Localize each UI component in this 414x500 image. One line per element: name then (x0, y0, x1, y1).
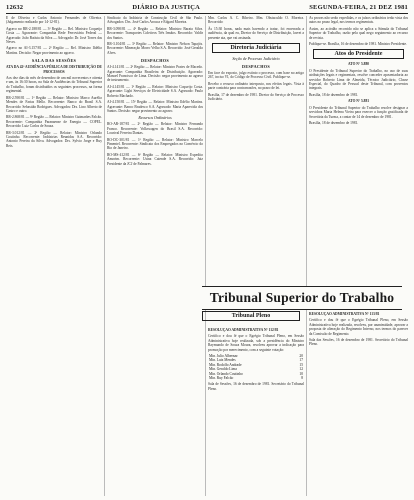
paragraph: O Presidente do Tribunal Superior do Trabalho resolve designar a servidora Marta Helena Vieira para exercer a função gratificada de Secretária da Turma, a contar de 14 de dezembro de 1981. (309, 105, 408, 119)
act-number: ATO Nº 5.880 (347, 62, 370, 67)
paragraph: Aos dez dias do mês de dezembro de um mil novecentos e oitenta e um, às 16:30 horas, na Sala de Audiências do Tribunal Superior do Trabalho, foram distribuídos os seguintes processos, na forma regimental. (6, 76, 102, 94)
paragraph: Certifico e dou fé que o Egrégio Tribunal Pleno, em Sessão Administrativa hoje realizada, sob a presidência do Ministro Raymundo de Souza Moura, resolveu aprovar a indicação para promoção por merecimento, com a seguinte votação: (208, 334, 304, 352)
section-heading: SALA DAS SESSÕES (31, 58, 77, 64)
vote-count: 10 (299, 371, 303, 376)
paragraph: Brasília, 18 de dezembro de 1981. (309, 92, 359, 97)
column-4-lower (309, 312, 408, 496)
paragraph: Certifico e dou fé que o Egrégio Tribunal Pleno, em Sessão Administrativa hoje realizada, resolveu, por unanimidade, aprovar a proposta de alteração do Regimento Interno, nos termos do parecer da Comissão de Regimento. (309, 318, 408, 336)
paragraph: RO-DC-301/81 — 1ª Região — Relator: Ministro Marcelo Pimentel. Recorrente: Sindicato dos Empregados no Comércio do Rio de Janeiro. (107, 137, 203, 151)
section-heading: DESPACHOS (242, 64, 270, 70)
journal-title: DIÁRIO DA JUSTIÇA (132, 4, 201, 11)
page-number: 12632 (6, 4, 24, 11)
paragraph: Sindicato da Indústria de Construção Civil de São Paulo. Advogados: Drs. José Carlos Arouca e Edgard Moreira. (107, 16, 203, 25)
paragraph: Sala das Sessões, 16 de dezembro de 1981. Secretário do Tribunal Pleno. (309, 338, 408, 347)
vote-name: Min. Geraldo Lima (209, 367, 237, 372)
vote-count: 8 (301, 376, 303, 381)
issue-date: SEGUNDA-FEIRA, 21 DEZ 1981 (309, 4, 408, 11)
column-1 (6, 16, 102, 496)
court-banner: Tribunal Superior do Trabalho (202, 286, 402, 310)
vote-name: Min. Luiz Mendes (209, 358, 236, 363)
paragraph: Sala de Sessões, 16 de dezembro de 1981. Secretário do Tribunal Pleno. (208, 382, 304, 391)
paragraph: Às provas não serão expedidas, e os juízos ordinários terão vista dos autos no prazo legal, nos termos regimentais. (309, 16, 408, 25)
paragraph: RR-2.590/81 — 1ª Região — Relator: Ministro Marco Aurélio Mendes de Farias Mello. Recorrente: Banco do Brasil S.A. Recorrido: Sebastião Rodrigues. Advogados: Drs. Lino Alberto de Castro e outro. (6, 95, 102, 113)
paragraph: Recebo o recurso ordinário interposto, nos efeitos legais. Vista à parte contrária para contrarrazões, no prazo de lei. (208, 81, 304, 91)
paragraph: RO-AR-187/81 — 2ª Região — Relator: Ministro Fernando Franco. Recorrente: Volkswagen do Brasil S.A. Recorrido: Lourival Ferreira Dantas. (107, 122, 203, 136)
vote-name: Min. Orlando Coutinho (209, 371, 243, 376)
column-3 (208, 16, 304, 276)
subsection-heading: Recursos Ordinários (138, 115, 172, 121)
paragraph: AI-4.150/81 — 15ª Região — Relator: Ministro Ildélio Martins. Agravante: Banco Bradesco S.A. Agravado: Maria Aparecida dos Santos. Decisão: negar provimento ao agravo. (107, 100, 203, 113)
paragraph: RR-2.868/81 — 9ª Região — Relator: Ministro Guimarães Falcão. Recorrente: Companhia Paranaense de Energia — COPEL. Recorrido: Luiz Carlos de Souza. (6, 115, 102, 129)
act-number: ATO Nº 5.881 (347, 99, 370, 104)
column-4 (309, 16, 408, 276)
vote-count: 20 (299, 354, 303, 359)
court-banner-subtitle: Tribunal Pleno (202, 311, 300, 321)
paragraph: Mm. Carlos A. C. Ribeiro. Mm. Obstaculdo O. Moreira. Recorrido: (208, 16, 304, 25)
paragraph: RR-3.104/81 — 3ª Região — Relator: Ministro Nelson Tapajós. Recorrente: Mineração Morro Velho S.A. Recorrido: José Geraldo Alves. (107, 42, 203, 55)
paragraph: O Presidente do Tribunal Superior do Trabalho, no uso de suas atribuições legais e regimentais, resolve conceder aposentadoria ao servidor Roberto Lima de Almeida, Técnico Judiciário, Classe Especial, do Quadro de Pessoal deste Tribunal, com proventos integrais. (309, 68, 408, 91)
paragraph: Agravo no AI-3.157/81 — 2ª Região — Rel. Ministro Ildélio Martins. Decisão: Negar provimento ao agravo. (6, 46, 102, 55)
running-head (6, 4, 408, 14)
minutes-title: ATA DA 42ª AUDIÊNCIA PÚBLICA DE DISTRIBUIÇÃO DE PROCESSOS (6, 65, 102, 74)
vote-count: 15 (299, 362, 303, 367)
paragraph: Brasília, 17 de dezembro de 1981. Diretor do Serviço de Processo Judiciário. (208, 92, 304, 102)
column-3-lower (208, 328, 304, 496)
paragraph: Publique-se. Brasília, 16 de dezembro de 1981. Ministro Presidente. (309, 42, 408, 47)
vote-name: Min. Ruy Falcão (209, 376, 234, 381)
column-2 (107, 16, 203, 496)
vote-table (208, 354, 304, 380)
vote-count: 12 (299, 367, 303, 372)
paragraph: Em face do exposto, julgo extinto o processo, com base no artigo 267, inciso VI, do Código de Processo Civil. Publique-se. (208, 71, 304, 80)
paragraph: RO-MS-412/81 — 6ª Região — Relator: Ministro Expedito Amorim. Recorrente: Usina Catende S.A. Recorrido: Juiz Presidente da JCJ de Palmares. (107, 152, 203, 166)
resolution-title: RESOLUÇÃO ADMINISTRATIVA Nº 113/81 (309, 312, 380, 316)
section-heading: DESPACHOS (141, 58, 169, 64)
subsection-heading: Seção de Processo Judiciário (232, 56, 280, 62)
paragraph: Brasília, 18 de dezembro de 1981. (309, 120, 359, 125)
vote-name: Min. Julio Albernaz (209, 354, 238, 359)
vote-count: 17 (299, 358, 303, 363)
vote-row (208, 376, 304, 380)
paragraph: AI-4.145/81 — 1ª Região — Relator: Ministro Coqueijo Costa. Agravante: Light Serviços de Eletricidade S.A. Agravado: Paulo Roberto Machado. (107, 84, 203, 98)
paragraph: Às 15:30 horas, nada mais havendo a tratar, foi encerrada a audiência, da qual eu, Diretor do Serviço de Distribuição, lavrei a presente ata, que vai assinada. (208, 26, 304, 40)
resolution-title: RESOLUÇÃO ADMINISTRATIVA Nº 112/81 (208, 328, 279, 332)
boxed-heading: Atos do Presidente (313, 49, 404, 59)
boxed-heading: Diretoria Judiciária (212, 43, 300, 53)
paragraph: RR-3.090/81 — 4ª Região — Relator: Ministro Barata Silva. Recorrente: Transportes Coletivos Três Irmãos. Recorrido: Valdir dos Santos. (107, 26, 203, 40)
vote-name: Min. Rodolfo Andrade (209, 362, 242, 367)
paragraph: Assim, ao acórdão recorrido não se aplica a Súmula do Tribunal Superior do Trabalho, razão pela qual nego seguimento ao recurso de revista. (309, 26, 408, 40)
paragraph: E de Oliveira e Carlos Antonio Fernandes de Oliveira. (Julgamento realizado por 14-12-81). (6, 16, 102, 25)
paragraph: Agravo no RR-2.188/81 — 3ª Região — Rel. Ministro Coqueijo Costa — Agravante: Companhia Rede Ferroviária Federal — Agravado: João Batista da Silva — Advogado: Dr. José Torres das Neves. (6, 26, 102, 45)
paragraph: AI-4.141/81 — 2ª Região — Relator: Ministro Prates de Macedo. Agravante: Companhia Brasileira de Distribuição. Agravado: Manoel Francisco de Lima. Decisão: negar provimento ao agravo de instrumento. (107, 65, 203, 83)
paragraph: RR-3.012/81 — 2ª Região — Relator: Ministro Orlando Coutinho. Recorrente: Indústrias Reunidas S.A. Recorrido: Antonio Pereira da Silva. Advogados: Drs. Sylvio Jorge e Ruy Reis. (6, 130, 102, 148)
